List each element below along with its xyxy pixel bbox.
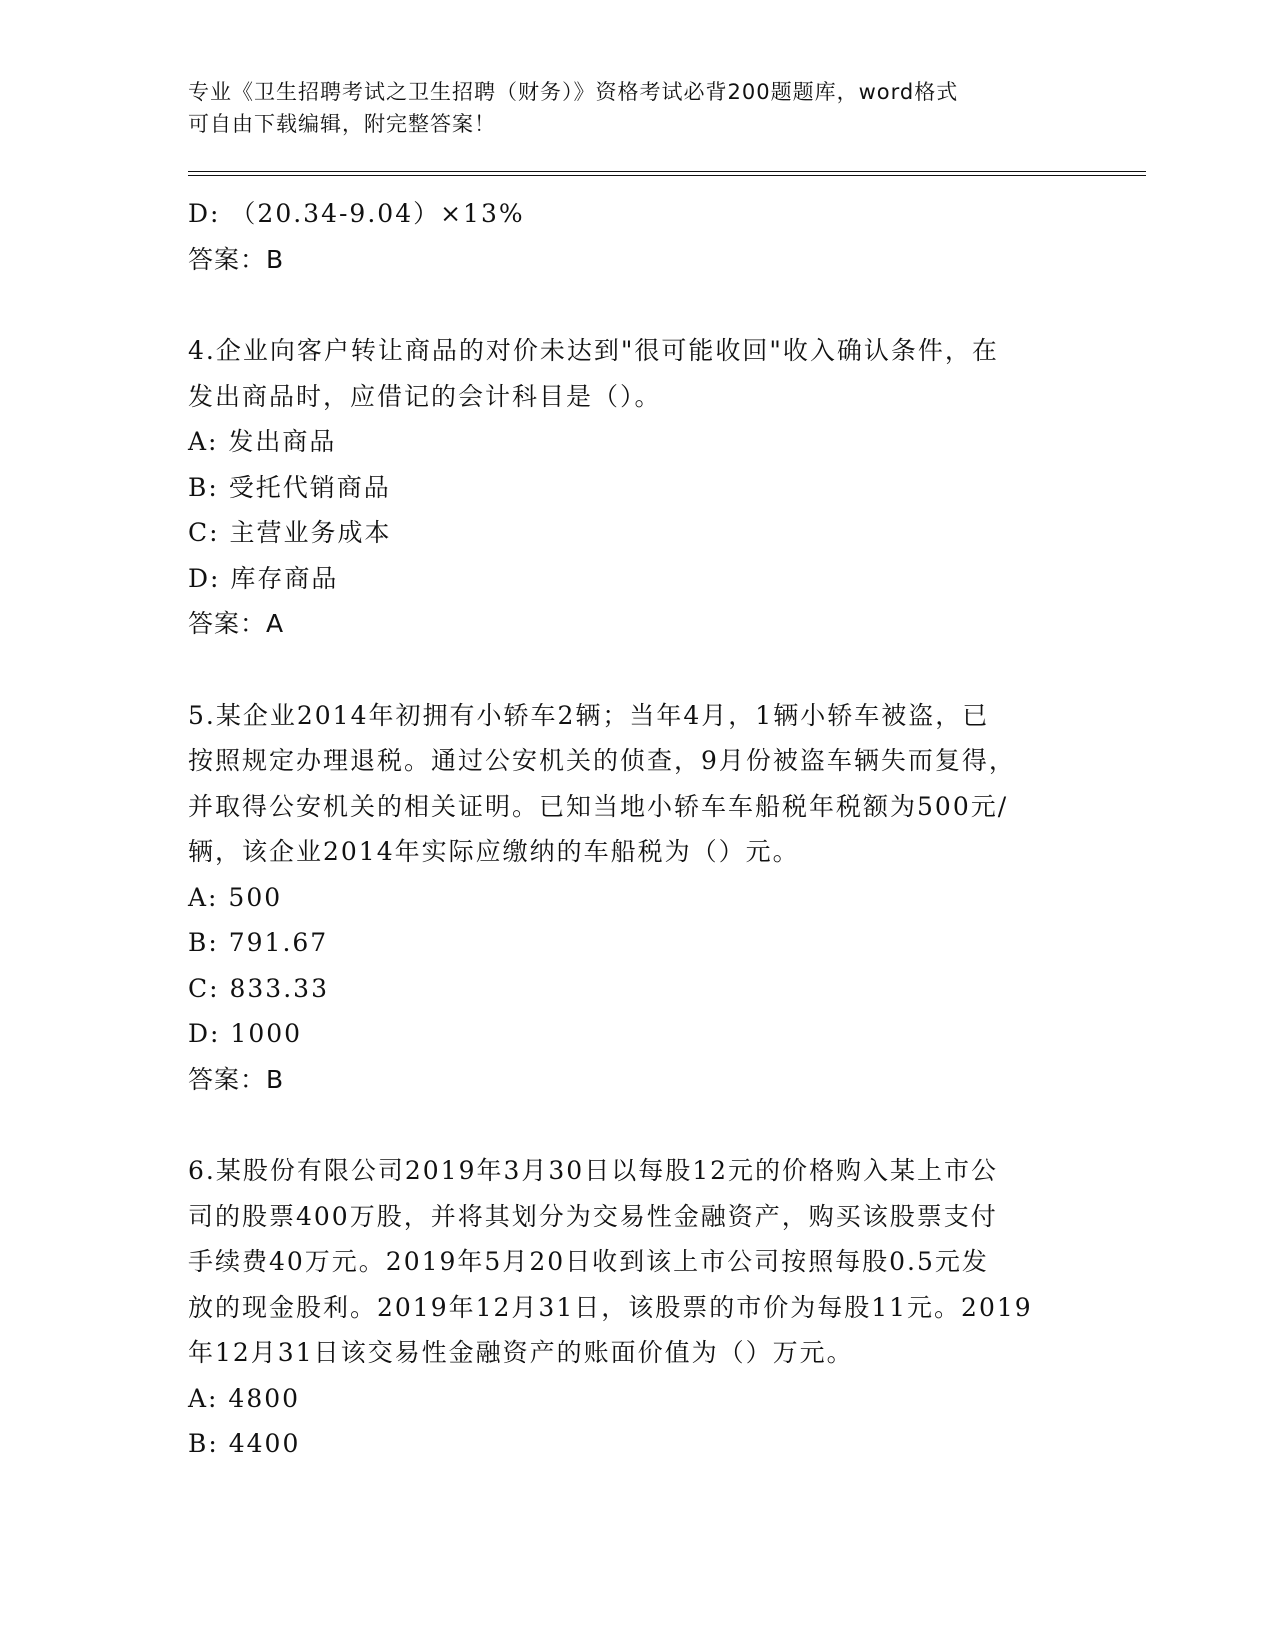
q4-option-b: B: 受托代销商品	[188, 472, 391, 502]
q6-option-b: B: 4400	[188, 1429, 301, 1458]
q4-answer: 答案：A	[188, 609, 285, 638]
page-header	[188, 76, 1088, 140]
q6-stem-line-1: 6.某股份有限公司2019年3月30日以每股12元的价格购入某上市公	[188, 1156, 999, 1185]
document-body	[188, 191, 1088, 1467]
q6-stem-line-4: 放的现金股利。2019年12月31日，该股票的市价为每股11元。2019	[188, 1292, 1033, 1322]
spacer	[188, 282, 1088, 328]
spacer	[188, 1102, 1088, 1148]
q4-option-a: A: 发出商品	[188, 427, 337, 456]
q6-option-a: A: 4800	[188, 1383, 301, 1413]
q5-option-c: C: 833.33	[188, 973, 329, 1003]
header-title-line-2: 可自由下载编辑，附完整答案！	[188, 112, 496, 136]
question-5	[188, 693, 1088, 1103]
header-divider-top	[188, 171, 1146, 172]
header-title-line-1: 专业《卫生招聘考试之卫生招聘（财务）》资格考试必背200题题库，word格式	[188, 80, 959, 104]
q3-option-d: D: （20.34-9.04）×13%	[188, 199, 525, 228]
q5-stem-line-2: 按照规定办理退税。通过公安机关的侦查，9月份被盗车辆失而复得，	[188, 746, 1016, 775]
header-divider-bottom	[188, 175, 1146, 176]
q5-stem-line-1: 5.某企业2014年初拥有小轿车2辆；当年4月，1辆小轿车被盗，已	[188, 700, 990, 730]
question-4	[188, 328, 1088, 647]
question-6	[188, 1148, 1088, 1467]
q5-stem-line-4: 辆，该企业2014年实际应缴纳的车船税为（）元。	[188, 837, 800, 866]
q5-answer: 答案：B	[188, 1064, 285, 1094]
q4-option-c: C: 主营业务成本	[188, 518, 392, 547]
q5-stem-line-3: 并取得公安机关的相关证明。已知当地小轿车车船税年税额为500元/	[188, 791, 1009, 821]
q4-option-d: D: 库存商品	[188, 563, 339, 593]
spacer	[188, 647, 1088, 693]
q4-stem-line-2: 发出商品时，应借记的会计科目是（）。	[188, 381, 662, 411]
q6-stem-line-3: 手续费40万元。2019年5月20日收到该上市公司按照每股0.5元发	[188, 1247, 989, 1276]
q6-stem-line-2: 司的股票400万股，并将其划分为交易性金融资产，购买该股票支付	[188, 1201, 998, 1231]
q6-stem-line-5: 年12月31日该交易性金融资产的账面价值为（）万元。	[188, 1338, 854, 1367]
q4-stem-line-1: 4.企业向客户转让商品的对价未达到"很可能收回"收入确认条件，在	[188, 336, 999, 365]
q5-option-b: B: 791.67	[188, 928, 329, 957]
q5-option-d: D: 1000	[188, 1019, 303, 1048]
q5-option-a: A: 500	[188, 882, 283, 912]
q3-answer: 答案：B	[188, 244, 285, 274]
